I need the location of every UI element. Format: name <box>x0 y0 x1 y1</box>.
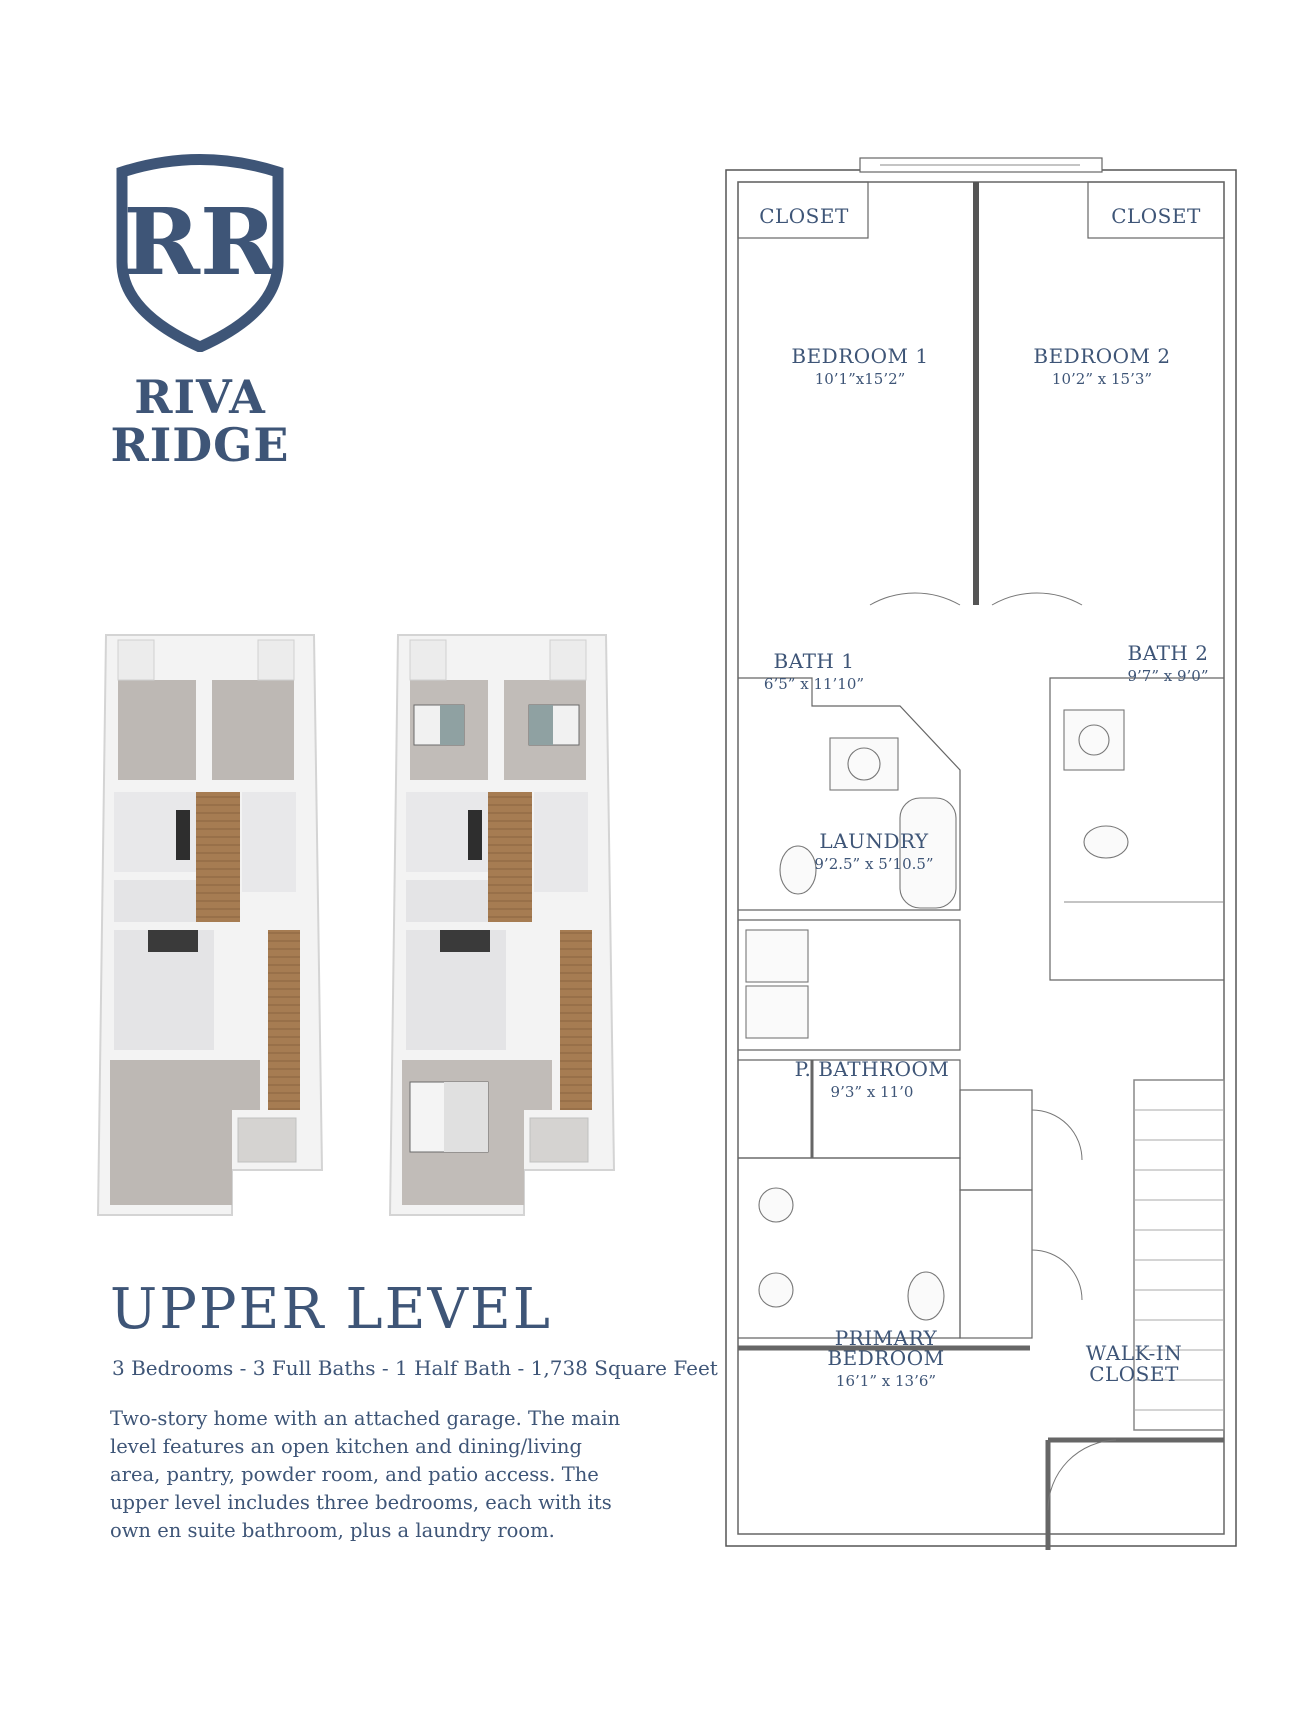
p-bathroom-dims: 9’3” x 11’0 <box>830 1083 914 1101</box>
bedroom2-label: BEDROOM 2 <box>1033 344 1171 368</box>
bedroom1-dims: 10’1”x15’2” <box>814 370 906 388</box>
walkin-closet-label-line2: CLOSET <box>1089 1362 1179 1386</box>
bedroom2-dims: 10’2” x 15’3” <box>1051 370 1153 388</box>
brand-name-line1: RIVA <box>134 370 266 424</box>
render-furnished-3d <box>384 630 624 1220</box>
bedroom1-label: BEDROOM 1 <box>791 344 929 368</box>
logo-monogram: RR <box>123 188 277 296</box>
render-unfurnished-3d <box>92 630 332 1220</box>
primary-bedroom-label-line2: BEDROOM <box>827 1346 945 1370</box>
bath2-label: BATH 2 <box>1127 641 1209 665</box>
primary-bedroom-dims: 16’1” x 13’6” <box>835 1372 937 1390</box>
brand-name-line2: RIDGE <box>110 418 290 472</box>
laundry-dims: 9’2.5” x 5’10.5” <box>814 855 934 873</box>
level-title: UPPER LEVEL <box>110 1277 552 1342</box>
laundry-label: LAUNDRY <box>819 829 929 853</box>
level-description: Two-story home with an attached garage. The main level features an open kitchen and dining/living area, pantry, powder room, and patio access. The upper level includes three bedrooms, each with its own en suite bathroom, plus a laundry room. <box>110 1407 621 1542</box>
upper-level-floor-plan <box>720 150 1240 1550</box>
closet-right-label: CLOSET <box>1111 204 1201 228</box>
closet-left-label: CLOSET <box>759 204 849 228</box>
bath1-label: BATH 1 <box>773 649 855 673</box>
bath1-dims: 6’5” x 11’10” <box>763 675 865 693</box>
riva-ridge-shield-logo <box>112 152 288 352</box>
primary-bedroom-label-line1: PRIMARY <box>834 1326 938 1350</box>
level-stats: 3 Bedrooms - 3 Full Baths - 1 Half Bath - 1,738 Square Feet <box>112 1356 718 1380</box>
bath2-dims: 9’7” x 9’0” <box>1127 667 1209 685</box>
p-bathroom-label: P. BATHROOM <box>794 1057 950 1081</box>
walkin-closet-label-line1: WALK-IN <box>1085 1341 1183 1365</box>
